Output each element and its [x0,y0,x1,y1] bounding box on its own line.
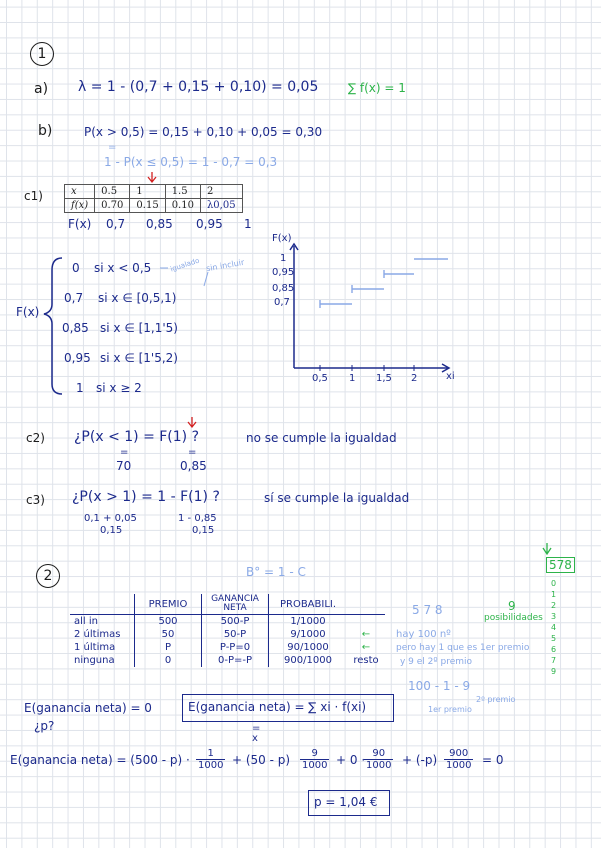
x-value: 0.5 [95,185,130,199]
side-note-number: 5 7 8 [412,603,443,617]
fx-value: λ0,05 [200,199,242,213]
c2-eq-mark: = [188,447,197,458]
graph-y-tick: 0,95 [272,267,295,278]
part-a-equation: λ = 1 - (0,7 + 0,15 + 0,10) = 0,05 [78,79,319,95]
piece-value: 0,85 [62,321,89,335]
graph-x-label: xi [446,371,455,382]
part-b-equal-mark: = [108,142,117,153]
fraction-numerator: 9 [300,748,329,760]
header-premio: PREMIO [135,594,202,615]
fx-value: 0.15 [130,199,165,213]
final-part: + (50 - p) [232,753,291,767]
fx-value: 0.10 [165,199,200,213]
c2-eq-mark: = [120,447,129,458]
note-igualado: igualado [169,256,201,274]
probability-table [64,184,243,213]
part-a-label: a) [34,81,49,97]
calc-note: 100 - 1 - 9 [408,679,471,693]
part-b-complement: 1 - P(x ≤ 0,5) = 1 - 0,7 = 0,3 [104,155,278,169]
row-prob: 1/1000 [269,615,348,629]
row-extra: ← [361,642,371,653]
extra-col [347,594,385,615]
part-c2-label: c2) [26,431,45,445]
graph-x-tick: 1,5 [376,373,392,384]
green-box-number: 578 [546,557,575,573]
final-end: = 0 [482,753,504,767]
x-header: x [65,185,95,199]
piece-condition: si x ∈ [0,5,1) [98,291,177,305]
fraction-numerator: 900 [444,748,473,760]
row-premio: P [135,641,202,654]
x-value: 1 [130,185,165,199]
piecewise-label: F(x) [16,305,40,319]
graph-y-label: F(x) [272,233,292,244]
unknown-p: ¿p? [34,719,55,733]
c3-right-top: 1 - 0,85 [178,513,217,524]
fraction-numerator: 90 [364,748,393,760]
exercise-1-number: 1 [30,42,54,66]
fraction-denominator: 1000 [198,760,224,771]
green-digits: 0 1 2 3 4 5 6 7 9 [551,579,557,676]
note-sin-incluir: sin incluir [205,257,245,274]
header-ganancia: GANANCIA NETA [202,594,269,615]
part-b-equation: P(x > 0,5) = 0,15 + 0,10 + 0,05 = 0,30 [84,125,323,139]
row-ganancia: 500-P [202,615,269,629]
sum-note: ∑ f(x) = 1 [348,81,406,95]
row-premio: 0 [135,654,202,667]
piece-value: 0,7 [64,291,84,305]
answer: p = 1,04 € [314,795,378,809]
header-prob: PROBABILI. [269,594,348,615]
row-extra [347,615,385,629]
final-part: + (-p) [402,753,438,767]
formula-x-mark: x [252,733,258,744]
Fx-row-label: F(x) [68,217,92,231]
fraction-4 [444,748,473,771]
expected-line: E(ganancia neta) = 0 [24,701,152,715]
row-label: 2 últimas [74,629,121,640]
c3-right-bot: 0,15 [192,525,215,536]
fraction-numerator: 1 [196,748,225,760]
fx-header: f(x) [65,199,95,213]
Fx-value: 0,95 [196,217,223,231]
Fx-value: 0,7 [106,217,126,231]
c2-right-value: 0,85 [180,459,207,473]
row-prob: 900/1000 [269,654,348,667]
part-c2-note: no se cumple la igualdad [246,431,397,445]
x-value: 1.5 [165,185,200,199]
fraction-1 [196,748,225,771]
final-part: + 0 · [336,753,366,767]
part-c3-note: sí se cumple la igualdad [264,491,410,505]
graph-x-tick: 0,5 [312,373,328,384]
x-value: 2 [200,185,242,199]
top-note: B° = 1 - C [246,565,306,579]
piece-condition: si x ∈ [1'5,2) [100,351,178,365]
piece-condition: si x < 0,5 [94,261,152,275]
graph-x-tick: 1 [349,373,356,384]
part-b-label: b) [38,123,53,139]
c3-left-bot: 0,15 [100,525,123,536]
graph-x-tick: 2 [411,373,418,384]
row-prob: 90/1000 [269,641,348,654]
c3-left-top: 0,1 + 0,05 [84,513,137,524]
row-premio: 50 [135,628,202,641]
green-nine: 9 [508,599,516,613]
row-label: all in [74,616,98,627]
row-extra: resto [353,655,379,666]
part-c3-label: c3) [26,493,45,507]
prize-table [70,594,385,667]
side-note: pero hay 1 que es 1er premio [396,643,530,653]
row-premio: 500 [135,615,202,629]
graph-y-tick: 0,85 [272,283,295,294]
formula: E(ganancia neta) = ∑ xi · f(xi) [188,700,367,714]
empty-cell [70,594,135,615]
exercise-2-number: 2 [36,564,60,588]
row-extra: ← [361,629,371,640]
Fx-value: 0,85 [146,217,173,231]
second-prize-note: 2º premio [476,695,516,704]
fraction-denominator: 1000 [446,760,472,771]
row-prob: 9/1000 [269,628,348,641]
piece-value: 0,95 [64,351,91,365]
piece-condition: si x ≥ 2 [96,381,142,395]
fraction-denominator: 1000 [366,760,392,771]
part-c2-equation: ¿P(x < 1) = F(1) ? [74,429,200,445]
part-c3-equation: ¿P(x > 1) = 1 - F(1) ? [72,489,220,505]
fx-value: 0.70 [95,199,130,213]
formula-eq-mark: = [252,723,261,734]
piece-value: 1 [76,381,84,395]
Fx-value: 1 [244,217,252,231]
row-ganancia: 50-P [202,628,269,641]
green-possibilities: posibilidades [484,613,543,623]
row-label: ninguna [74,655,115,666]
fraction-2 [300,748,329,771]
fraction-3 [364,748,393,771]
first-prize-note: 1er premio [428,705,472,714]
final-lead: E(ganancia neta) = (500 - p) · [10,753,190,767]
row-ganancia: P-P=0 [202,641,269,654]
c2-left-value: 70 [116,459,132,473]
graph-y-tick: 0,7 [274,297,290,308]
side-note: hay 100 nº [396,629,451,640]
row-label: 1 última [74,642,116,653]
row-ganancia: 0-P=-P [202,654,269,667]
side-note: y 9 el 2º premio [400,657,473,667]
piece-value: 0 [72,261,80,275]
part-c1-label: c1) [24,189,43,203]
piece-condition: si x ∈ [1,1'5) [100,321,178,335]
fraction-denominator: 1000 [302,760,328,771]
graph-y-tick: 1 [280,253,287,264]
